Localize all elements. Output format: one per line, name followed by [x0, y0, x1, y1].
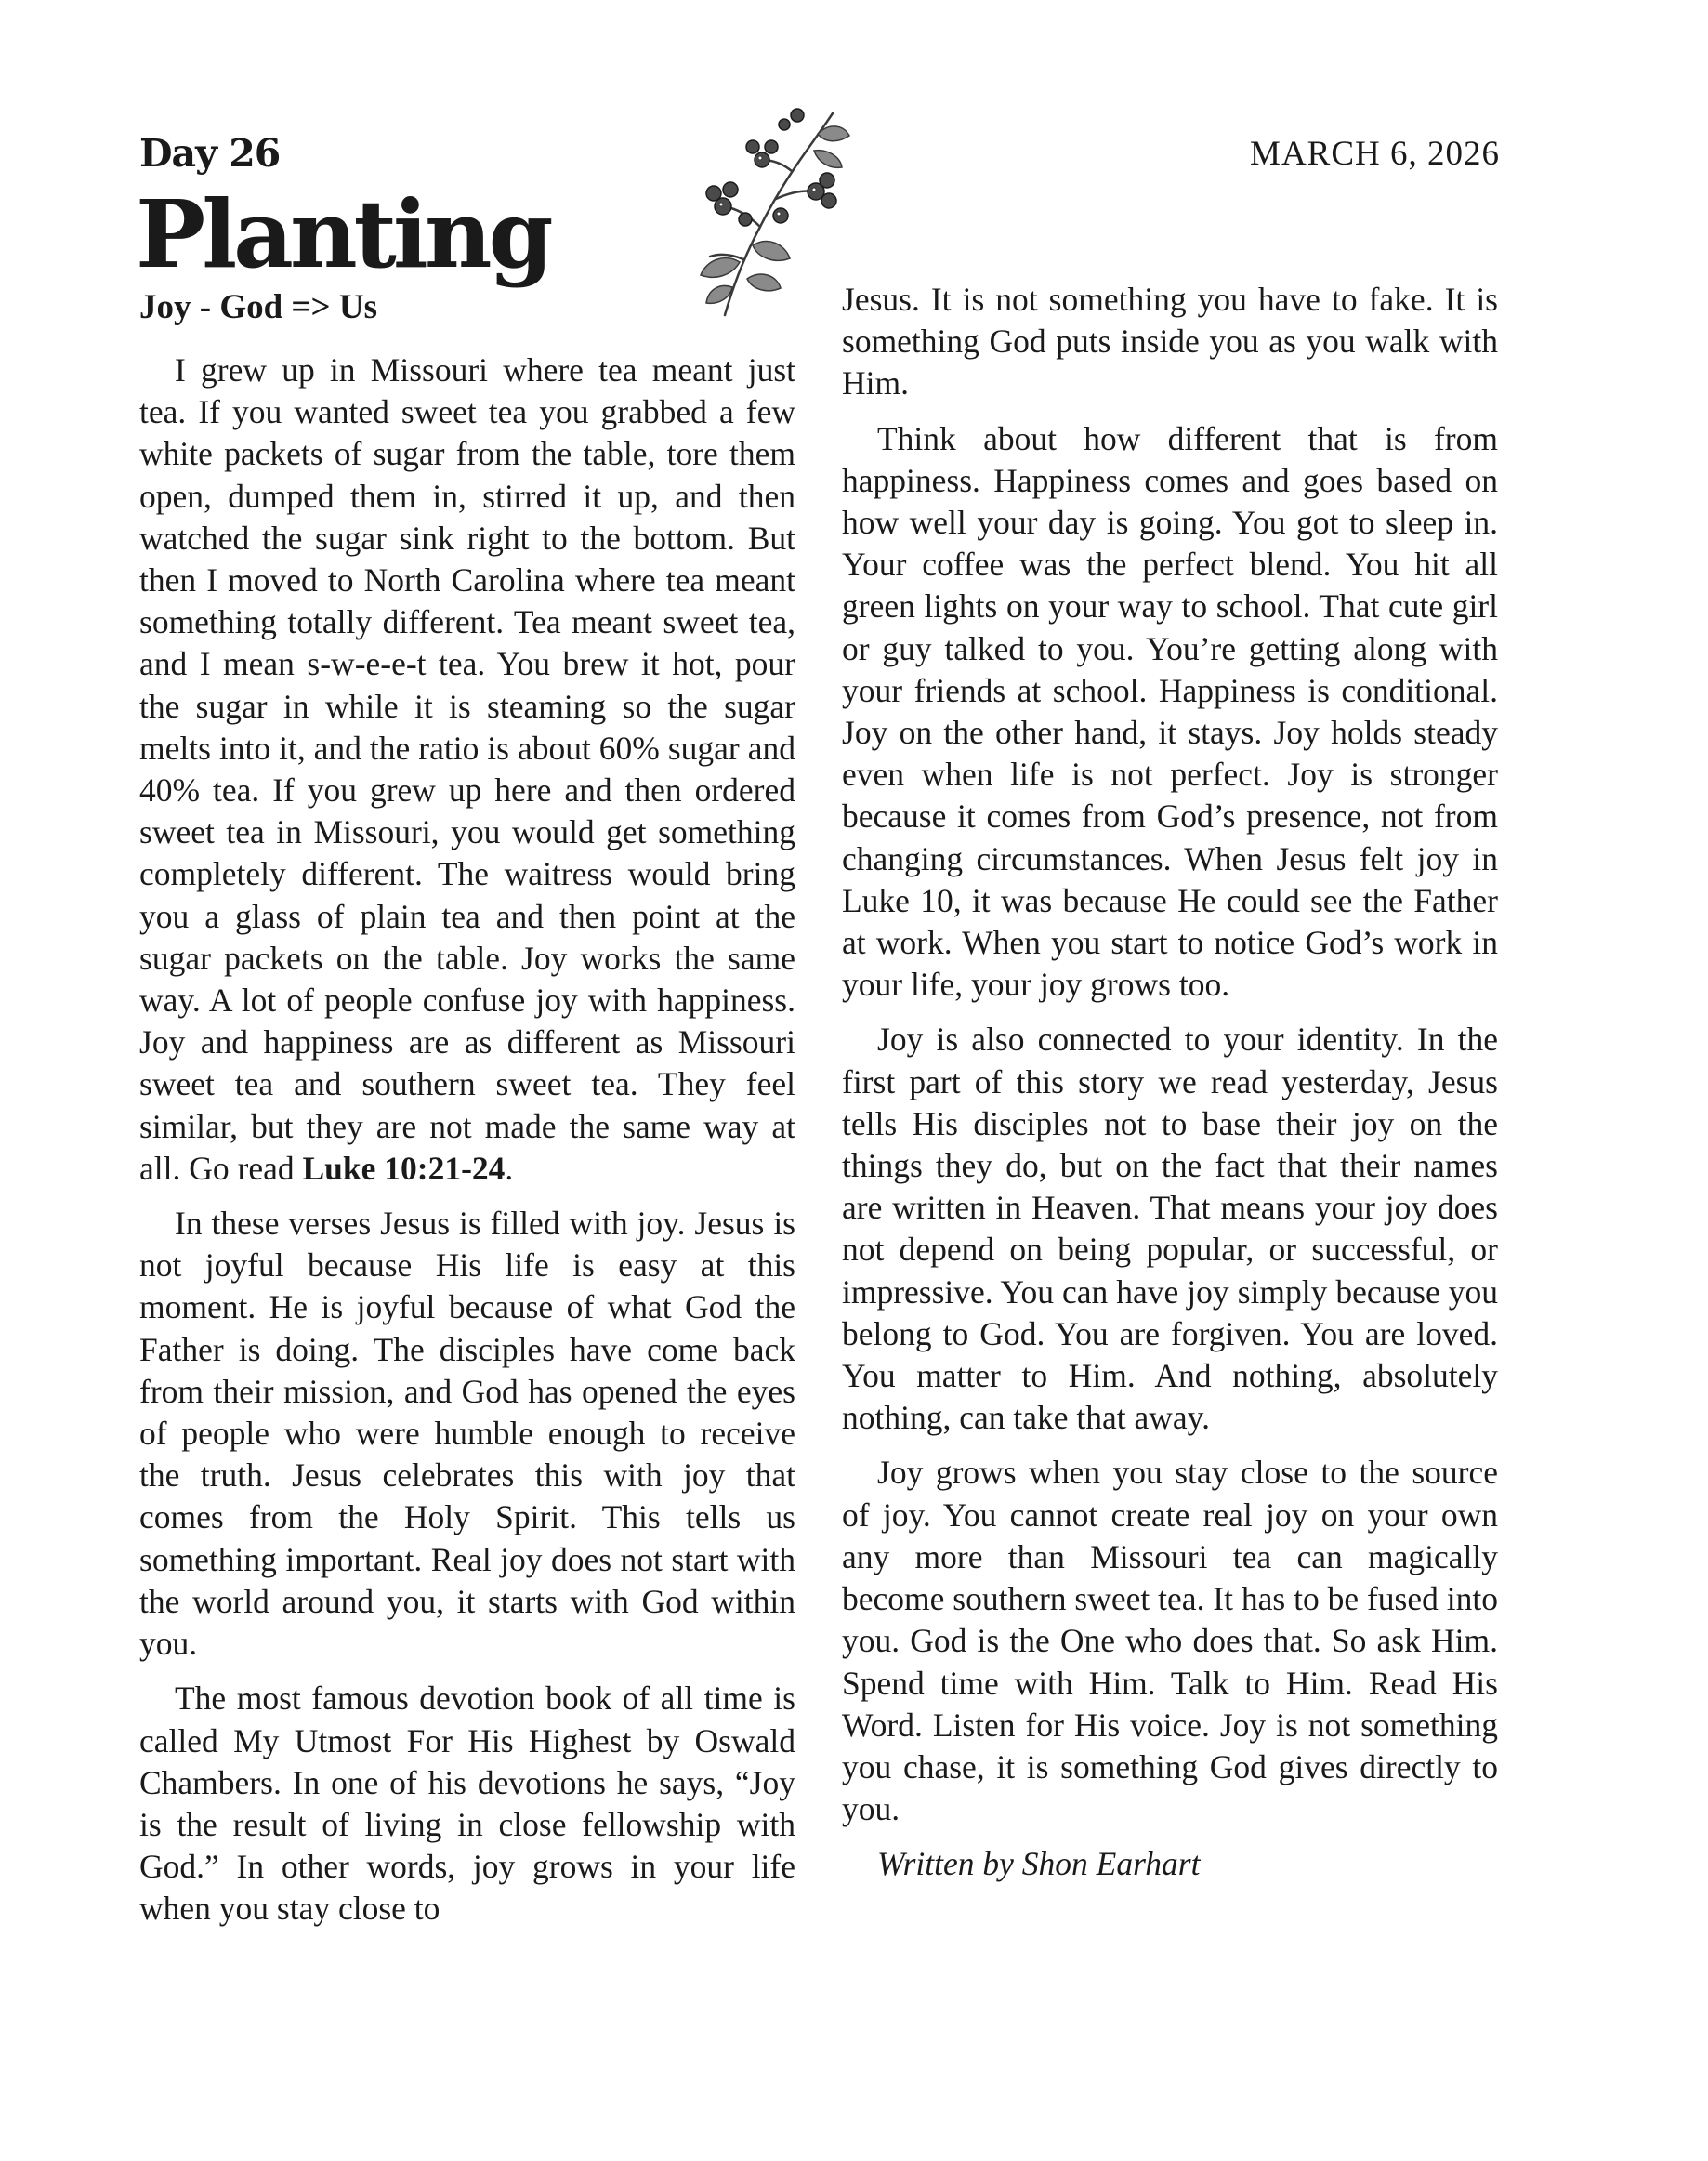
subtitle: Joy - God => Us [139, 288, 377, 326]
paragraph-3-start: The most famous devotion book of all time is called My Utmost For His Highest by Oswald Chambers. In one of his devotions he says, “Joy is the result of living in close fellowship with God.” In other words, joy grows in your life when you stay close to [139, 1680, 795, 1928]
author-byline: Written by Shon Earhart [877, 1845, 1201, 1883]
page-title: Planting [136, 179, 550, 289]
right-column [842, 279, 1498, 1886]
day-label: Day 26 [139, 131, 281, 176]
date-label: MARCH 6, 2026 [1250, 135, 1500, 173]
paragraph-2: In these verses Jesus is filled with joy. Jesus is not joyful because His life is easy at this moment. He is joyful because of what God the Father is doing. The disciples have come back from their mission, and God has opened the eyes of people who were humble enough to receive the truth. Jesus celebrates this with joy that comes from the Holy Spirit. This tells us something important. Real joy does not start with the world around you, it starts with God within you. [139, 1205, 795, 1663]
paragraph-3-continued: Jesus. It is not something you have to fake. It is something God puts inside you as you walk with Him. [842, 281, 1498, 402]
paragraph-5: Joy is also connected to your identity. In the first part of this story we read yesterday, Jesus tells His disciples not to base their joy on the things they do, but on the fact that their names are written in Heaven. That means your joy does not depend on being popular, or successful, or impressive. You can have joy simply because you belong to God. You are forgiven. You are loved. You matter to Him. And nothing, absolutely nothing, can take that away. [842, 1021, 1498, 1437]
paragraph-4: Think about how different that is from happiness. Happiness comes and goes based on how well your day is going. You got to sleep in. Your coffee was the perfect blend. You hit all green lights on your way to school. That cute girl or guy talked to you. You’re getting along with your friends at school. Happiness is conditional. Joy on the other hand, it stays. Joy holds steady even when life is not perfect. Joy is stronger because it comes from God’s presence, not from changing circumstances. When Jesus felt joy in Luke 10, it was because He could see the Father at work. When you start to notice God’s work in your life, your joy grows too. [842, 419, 1498, 1004]
blueberry-branch-icon [688, 97, 855, 320]
left-column [139, 349, 795, 1944]
scripture-reference: Luke 10:21-24 [302, 1149, 506, 1187]
paragraph-1: I grew up in Missouri where tea meant just tea. If you wanted sweet tea you grabbed a few white packets of sugar from the table, tore them open, dumped them in, stirred it up, and then watched the sugar sink right to the bottom. But then I moved to North Carolina where tea meant something totally different. Tea meant sweet tea, and I mean s-w-e-e-t tea. You brew it hot, pour the sugar in while it is steaming so the sugar melts into it, and the ratio is about 60% sugar and 40% tea. If you grew up here and then ordered sweet tea in Missouri, you would get something completely different. The waitress would bring you a glass of plain tea and then point at the sugar packets on the table. Joy works the same way. A lot of people confuse joy with happiness. Joy and happiness are as different as Missouri sweet tea and southern sweet tea. They feel similar, but they are not made the same way at all. Go read Luke 10:21-24. [139, 351, 795, 1187]
paragraph-6: Joy grows when you stay close to the source of joy. You cannot create real joy on your own any more than Missouri tea can magically become southern sweet tea. It has to be fused into you. God is the One who does that. So ask Him. Spend time with Him. Talk to Him. Read His Word. Listen for His voice. Joy is not something you chase, it is something God gives directly to you. [842, 1454, 1498, 1828]
